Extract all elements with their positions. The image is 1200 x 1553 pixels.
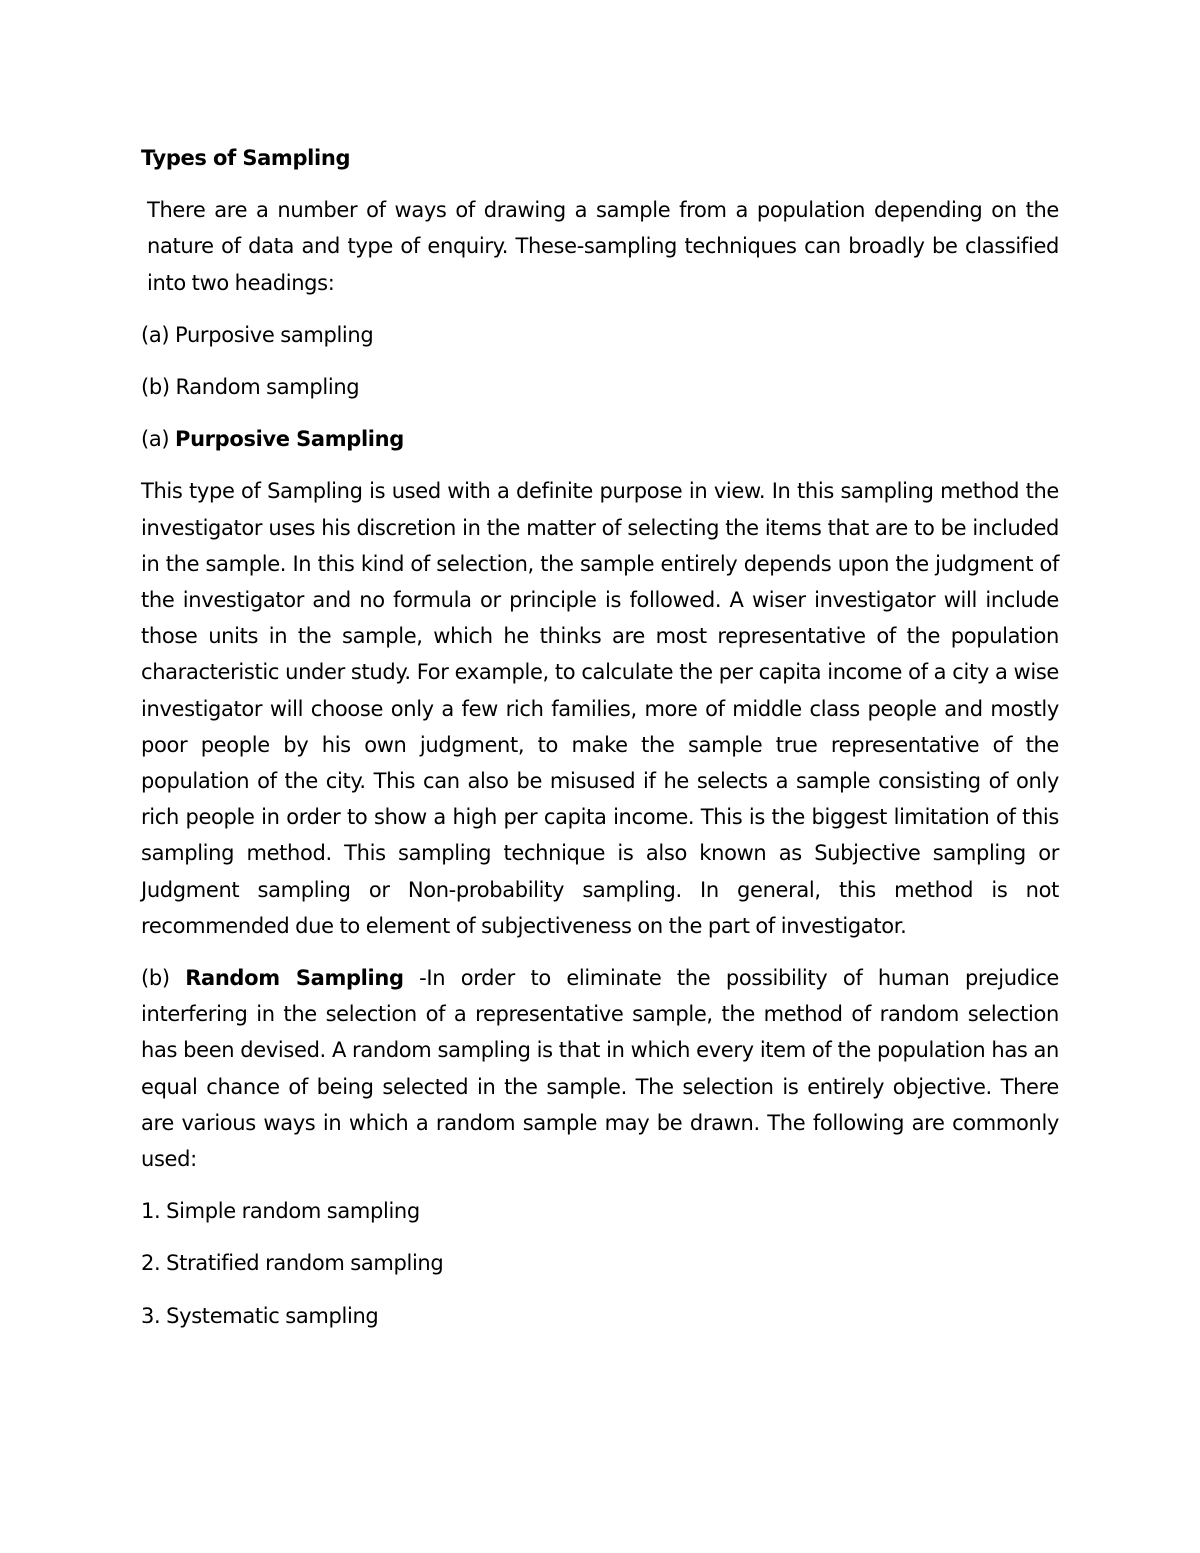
section-a-prefix: (a) <box>141 427 176 452</box>
heading-list-item-purposive: (a) Purposive sampling <box>141 322 374 347</box>
section-a-heading-text: Purposive Sampling <box>175 427 404 452</box>
method-list-item-stratified: 2. Stratified random sampling <box>141 1251 444 1276</box>
document-page <box>141 140 1059 1350</box>
section-b-heading-text: Random Sampling <box>185 966 404 991</box>
section-a-body: This type of Sampling is used with a definite purpose in view. In this sampling method the investigator uses his discretion in the matter of selecting the items that are to be included in the sample. In this kind of selection, the sample entirely depends upon the judgment of the investigator and no formula or principle is followed. A wiser investigator will include those units in the sample, which he thinks are most representative of the population characteristic under study. For example, to calculate the per capita income of a city a wise investigator will choose only a few rich families, more of middle class people and mostly poor people by his own judgment, to make the sample true representative of the population of the city. This can also be misused if he selects a sample consisting of only rich people in order to show a high per capita income. This is the biggest limitation of this sampling method. This sampling technique is also known as Subjective sampling or Judgment sampling or Non-probability sampling. In general, this method is not recommended due to element of subjectiveness on the part of investigator. <box>141 479 1059 938</box>
heading-list-item-random: (b) Random sampling <box>141 375 360 400</box>
section-a-heading <box>141 421 1059 457</box>
method-list-item-simple: 1. Simple random sampling <box>141 1199 420 1224</box>
section-b-body: -In order to eliminate the possibility of human prejudice interfering in the selection of a representative sample, the method of random selection has been devised. A random sampling is that in which every item of the population has an equal chance of being selected in the sample. The selection is entirely objective. There are various ways in which a random sample may be drawn. The following are commonly used: <box>141 966 1059 1172</box>
section-b-paragraph <box>141 960 1059 1177</box>
intro-paragraph: There are a number of ways of drawing a sample from a population depending on the nature of data and type of enquiry. These-sampling techniques can broadly be classified into two headings: <box>147 198 1059 295</box>
document-title: Types of Sampling <box>141 146 351 170</box>
method-list-item-systematic: 3. Systematic sampling <box>141 1303 379 1328</box>
section-b-prefix: (b) <box>141 966 186 991</box>
